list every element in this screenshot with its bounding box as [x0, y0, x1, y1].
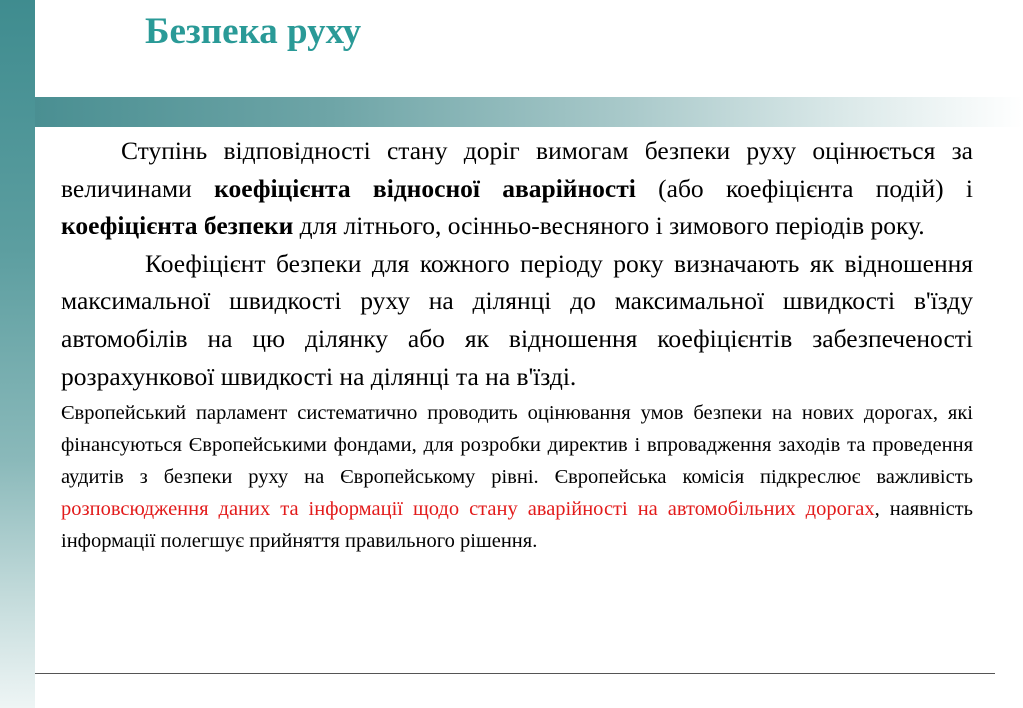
- highlighted-text: розповсюдження даних та інформації щодо стану аварійності на автомобільних дорогах: [61, 498, 875, 521]
- bottom-divider: [35, 673, 995, 674]
- header-gradient-band: [35, 97, 1023, 127]
- paragraph-safety-coefficient-definition: Коефіцієнт безпеки для кожного періоду року визначають як відношення максимальної швидкості руху на ділянці до максимальної швидкості в'їзду автомобілів на цю ділянку або як відношення коефіцієнтів забезпеченості розрахункової швидкості на ділянці та на в'їзді.: [61, 248, 973, 391]
- term-safety-coefficient: коефіцієнта безпеки: [61, 211, 294, 241]
- left-decorative-bar: [0, 0, 35, 708]
- paragraph-road-safety-assessment: [61, 132, 973, 245]
- paragraph1-text-1: Ступінь відповідності стану доріг вимогам безпеки руху оцінюється за величинами: [61, 136, 973, 203]
- term-relative-accident-rate: коефіцієнта відносної аварійності: [214, 173, 636, 203]
- slide-title: Безпека руху: [145, 11, 362, 52]
- paragraph1-text-2: (або коефіцієнта подій) і: [635, 173, 973, 203]
- paragraph1-text-3: для літнього, осінньо-весняного і зимового періодів року.: [293, 211, 925, 241]
- paragraph-european-parliament: [61, 397, 973, 557]
- paragraph3-text-2: , наявність інформації полегшує прийняття правильного рішення.: [61, 498, 973, 553]
- slide-body: [61, 132, 973, 557]
- paragraph3-text-1: Європейський парламент систематично проводить оцінювання умов безпеки на нових дорогах, які фінансуються Європейськими фондами, для розробки директив і впровадження заходів та проведення аудитів з безпеки руху на Європейському рівні. Європейська комісія підкреслює важливість: [61, 402, 973, 489]
